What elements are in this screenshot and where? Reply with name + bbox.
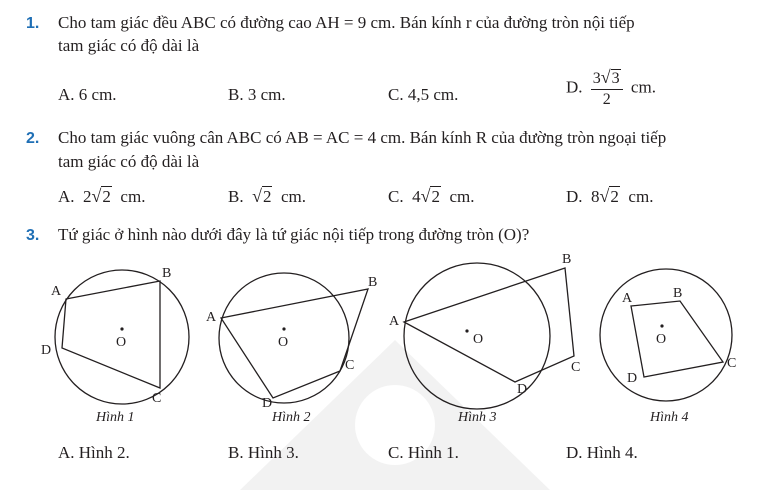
- coefficient: 8: [591, 187, 600, 206]
- question-number: 3.: [26, 227, 40, 244]
- option-a: A. 6 cm.: [58, 85, 117, 104]
- center-dot: [660, 324, 663, 327]
- label-c: C: [152, 391, 162, 406]
- radicand: 2: [262, 187, 272, 206]
- question-number: 2.: [26, 130, 40, 147]
- option-b: B. Hình 3.: [228, 443, 299, 462]
- option-d: D. Hình 4.: [566, 443, 638, 462]
- center-dot: [282, 327, 285, 330]
- label-o: O: [473, 332, 484, 347]
- figure-3: [404, 263, 574, 409]
- label-d: D: [41, 343, 52, 358]
- quadrilateral-abcd: [631, 301, 723, 377]
- option-prefix: D.: [566, 187, 583, 206]
- option-c: C. 4,5 cm.: [388, 85, 459, 104]
- coefficient: 4: [412, 187, 421, 206]
- label-o: O: [278, 335, 289, 350]
- sqrt-icon: √: [420, 186, 431, 206]
- label-d: D: [517, 382, 528, 397]
- option-prefix: B.: [228, 187, 244, 206]
- sqrt-icon: √: [599, 186, 610, 206]
- option-d-prefix: D.: [566, 77, 583, 97]
- radicand: 2: [431, 187, 440, 206]
- question-text-continued: tam giác có độ dài là: [58, 152, 200, 171]
- label-a: A: [51, 284, 62, 299]
- caption: Hình 1: [96, 410, 135, 425]
- label-b: B: [162, 266, 172, 281]
- quadrilateral-abcd: [62, 281, 160, 388]
- center-dot: [120, 327, 123, 330]
- quadrilateral-abcd: [404, 268, 574, 382]
- quadrilateral-abcd: [221, 289, 368, 398]
- label-a: A: [622, 291, 633, 306]
- coefficient: 2: [83, 187, 92, 206]
- option-b: B. 3 cm.: [228, 85, 286, 104]
- unit: cm.: [630, 77, 656, 97]
- option-prefix: C.: [388, 187, 404, 206]
- option-a: A. Hình 2.: [58, 443, 130, 462]
- radicand: 2: [610, 187, 619, 206]
- coefficient: 3: [592, 70, 601, 87]
- question-text: Cho tam giác đều ABC có đường cao AH = 9 cm. Bán kính r của đường tròn nội tiếp: [58, 13, 635, 32]
- label-a: A: [389, 314, 400, 329]
- option-prefix: A.: [58, 187, 75, 206]
- caption: Hình 3: [458, 410, 497, 425]
- sqrt-icon: √: [600, 67, 611, 87]
- label-b: B: [673, 286, 683, 301]
- label-c: C: [571, 360, 581, 375]
- radicand: 3: [611, 70, 620, 87]
- sqrt-icon: √: [91, 186, 102, 206]
- unit: cm.: [280, 187, 307, 206]
- option-c: C. Hình 1.: [388, 443, 459, 462]
- label-o: O: [116, 335, 127, 350]
- label-a: A: [206, 310, 217, 325]
- fraction-denominator: 2: [602, 91, 611, 108]
- question-text-continued: tam giác có độ dài là: [58, 36, 200, 55]
- question-text: Tứ giác ở hình nào dưới đây là tứ giác nội tiếp trong đường tròn (O)?: [58, 225, 530, 244]
- figure-2: [219, 273, 368, 403]
- radicand: 2: [102, 187, 111, 206]
- label-d: D: [262, 396, 273, 411]
- question-number: 1.: [26, 15, 40, 32]
- unit: cm.: [628, 187, 654, 206]
- label-b: B: [562, 252, 572, 267]
- unit: cm.: [120, 187, 146, 206]
- sqrt-icon: √: [252, 186, 262, 206]
- label-d: D: [627, 371, 638, 386]
- label-b: B: [368, 275, 378, 290]
- label-c: C: [345, 358, 355, 373]
- unit: cm.: [449, 187, 475, 206]
- center-dot: [465, 329, 468, 332]
- question-text: Cho tam giác vuông cân ABC có AB = AC = 4 cm. Bán kính R của đường tròn ngoại tiếp: [58, 128, 667, 147]
- caption: Hình 2: [272, 410, 311, 425]
- label-o: O: [656, 332, 667, 347]
- label-c: C: [727, 356, 737, 371]
- caption: Hình 4: [650, 410, 689, 425]
